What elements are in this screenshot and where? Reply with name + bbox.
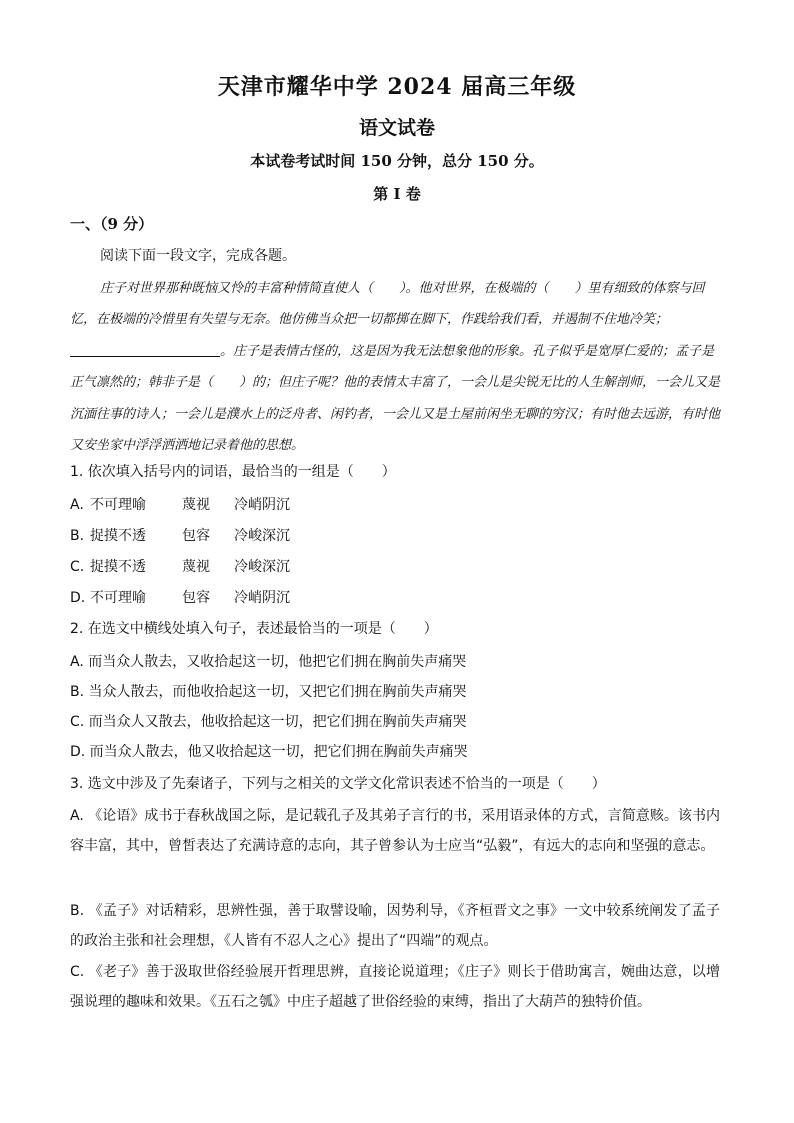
q2-option-b: B. 当众人散去，而他收拾起这一切，又把它们拥在胸前失声痛哭 bbox=[70, 684, 467, 700]
q2-option-a: A. 而当众人散去，又收拾起这一切，他把它们拥在胸前失声痛哭 bbox=[70, 654, 467, 670]
q2-option-d: D. 而当众人散去，他又收拾起这一切，把它们拥在胸前失声痛哭 bbox=[70, 744, 468, 760]
volume-heading: 第 I 卷 bbox=[373, 185, 421, 203]
question-2-stem: 2. 在选文中横线处填入句子，表述最恰当的一项是（ ） bbox=[70, 621, 438, 637]
exam-title: 天津市耀华中学 2024 届高三年级 bbox=[217, 74, 577, 100]
reading-passage bbox=[70, 273, 720, 461]
question-3-stem: 3. 选文中涉及了先秦诸子，下列与之相关的文学文化常识表述不恰当的一项是（ ） bbox=[70, 776, 606, 792]
q1-option-d: D. 不可理喻 包容 冷峭阴沉 bbox=[70, 590, 290, 606]
q2-option-c: C. 而当众人又散去，他收拾起这一切，把它们拥在胸前失声痛哭 bbox=[70, 714, 467, 730]
q3-option-b: B. 《孟子》对话精彩，思辨性强，善于取譬设喻，因势利导，《齐桓晋文之事》一文中较系统阐发了孟子的政治主张和社会理想，《人皆有不忍人之心》提出了“四端”的观点。 bbox=[70, 903, 720, 949]
exam-note: 本试卷考试时间 150 分钟，总分 150 分。 bbox=[250, 152, 544, 170]
section-instruction: 阅读下面一段文字，完成各题。 bbox=[100, 248, 296, 264]
q3-option-c: C. 《老子》善于汲取世俗经验展开哲理思辨，直接论说道理；《庄子》则长于借助寓言，婉曲达意，以增强说理的趣味和效果。《五石之瓠》中庄子超越了世俗经验的束缚，指出了大葫芦的独特价值。 bbox=[70, 964, 720, 1010]
passage-part-1: 庄子对世界那种既恼又怜的丰富种情简直使人（ ）。他对世界，在极端的（ ）里有细致的体察与回忆，在极端的冷惜里有失望与无奈。他仿佛当众把一切都掷在脚下，作践给我们看，并遏制不住地冷笑； bbox=[70, 281, 705, 328]
q1-option-a: A. 不可理喻 蔑视 冷峭阴沉 bbox=[70, 497, 290, 513]
passage-part-2: 。庄子是表情古怪的，这是因为我无法想象他的形象。孔子似乎是宽厚仁爱的；孟子是正气凛然的；韩非子是（ ）的；但庄子呢？他的表情太丰富了，一会儿是尖锐无比的人生解剖师，一会儿又是沉湎往事的诗人；一会儿是濮水上的泛舟者、闲钓者，一会儿又是土屋前闲坐无聊的穷汉；有时他去远游，有时他又安坐家中浮浮洒洒地记录着他的思想。 bbox=[70, 343, 721, 454]
q3-option-a: A. 《论语》成书于春秋战国之际，是记载孔子及其弟子言行的书，采用语录体的方式，言简意赅。该书内容丰富，其中，曾皙表达了充满诗意的志向，其子曾参认为士应当“弘毅”，有远大的志向和坚强的意志。 bbox=[70, 808, 720, 854]
exam-subtitle: 语文试卷 bbox=[358, 117, 435, 139]
question-1-stem: 1. 依次填入括号内的词语，最恰当的一组是（ ） bbox=[70, 464, 396, 480]
q1-option-b: B. 捉摸不透 包容 冷峻深沉 bbox=[70, 528, 290, 544]
fill-blank-line bbox=[70, 342, 220, 357]
section-heading: 一、（9 分） bbox=[70, 215, 154, 233]
q1-option-c: C. 捉摸不透 蔑视 冷峻深沉 bbox=[70, 559, 290, 575]
